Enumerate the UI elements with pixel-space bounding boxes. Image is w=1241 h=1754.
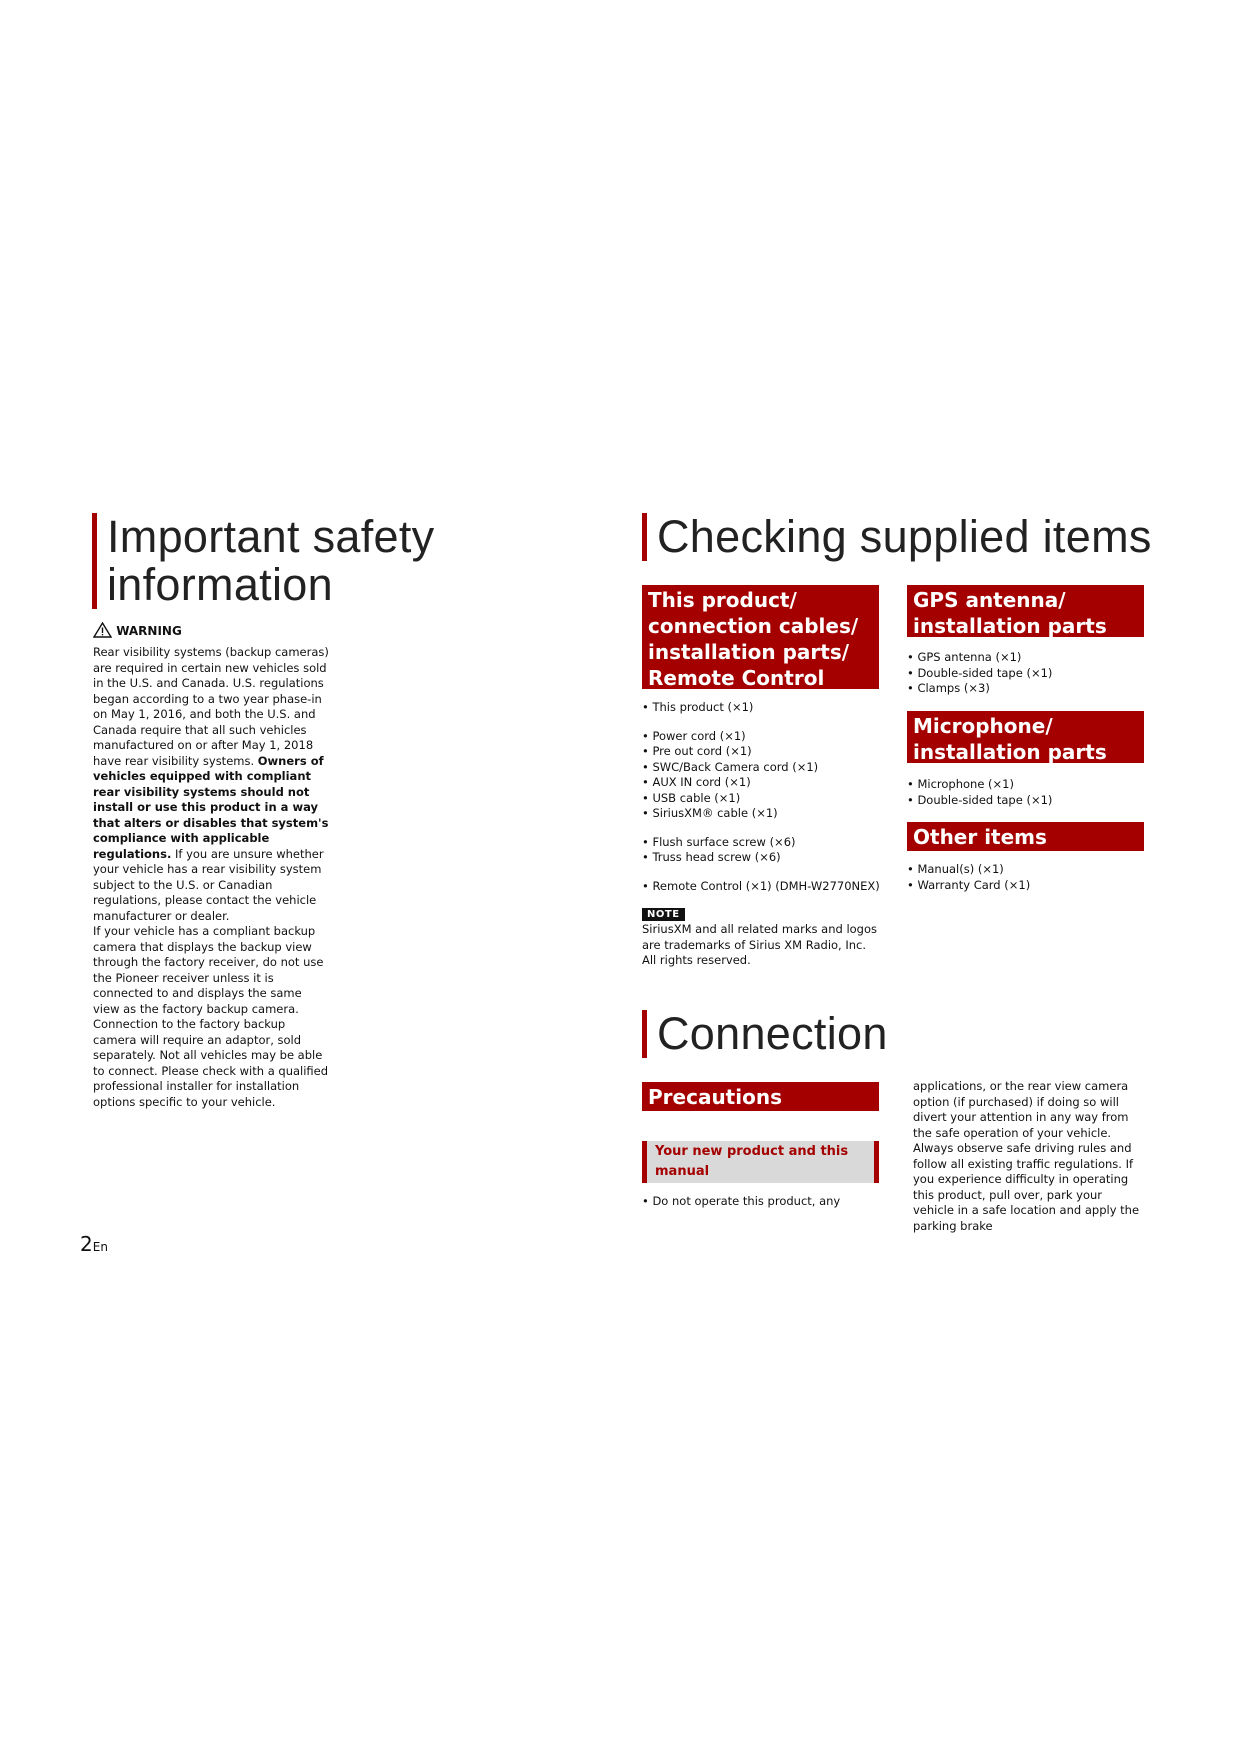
product-group-4 <box>642 879 882 895</box>
list-item: • Remote Control (×1) (DMH-W2770NEX) <box>642 879 882 895</box>
subheader-line1: Your new product and this <box>655 1144 849 1159</box>
note-badge: NOTE <box>642 908 685 921</box>
page-number-value: 2 <box>80 1232 93 1256</box>
list-item: • Truss head screw (×6) <box>642 850 882 866</box>
warning-heading <box>93 622 333 639</box>
mic-items <box>907 777 1147 808</box>
product-group-2 <box>642 729 882 822</box>
product-header-line2: connection cables/ <box>648 614 859 638</box>
safety-title <box>92 513 467 609</box>
product-section-header <box>642 585 879 689</box>
warning-label: WARNING <box>116 624 182 638</box>
list-item: • SiriusXM® cable (×1) <box>642 806 882 822</box>
list-item: • Pre out cord (×1) <box>642 744 882 760</box>
warning-triangle-icon <box>93 622 112 638</box>
safety-paragraph-2: If your vehicle has a compliant backup camera that displays the backup view through the factory receiver, do not use the Pioneer receiver unless it is connected to and displays the same view as the factory backup camera. Connection to the factory backup camera will require an adaptor, sold separately. Not all vehicles may be able to connect. Please check with a qualified professional installer for installation options specific to your vehicle. <box>93 924 329 1109</box>
other-items <box>907 862 1147 893</box>
precautions-header: Precautions <box>642 1082 879 1111</box>
list-item: • Warranty Card (×1) <box>907 878 1147 894</box>
product-manual-subheader <box>642 1141 879 1183</box>
list-item: • GPS antenna (×1) <box>907 650 1147 666</box>
product-group-3 <box>642 835 882 866</box>
safety-para1-intro: Rear visibility systems (backup cameras) are required in certain new vehicles sold in the U.S. and Canada. U.S. regulations began according to a two year phase-in on May 1, 2016, and both the U.S. and Canada require that all such vehicles manufactured on or after May 1, 2018 have rear visibility systems. <box>93 645 329 768</box>
safety-paragraph-1 <box>93 645 331 924</box>
list-item: • Power cord (×1) <box>642 729 882 745</box>
product-header-line3: installation parts/ <box>648 640 850 664</box>
precaution-list <box>642 1194 882 1210</box>
precaution-continued: applications, or the rear view camera option (if purchased) if doing so will divert your attention in any way from the safe operation of your vehicle. Always observe safe driving rules and follow all existing traffic regulations. If you experience difficulty in operating this product, pull over, park your vehicle in a safe location and apply the parking brake <box>913 1079 1140 1233</box>
mic-header-line1: Microphone/ <box>913 714 1053 738</box>
page-lang: En <box>92 1240 108 1254</box>
supplied-title: Checking supplied items <box>642 513 1177 561</box>
safety-para1-bold: Owners of vehicles equipped with compliant rear visibility systems should not install or use this product in a way that alters or disables that system's compliance with applicable regulations. <box>93 753 329 861</box>
mic-header-line2: installation parts <box>913 740 1107 764</box>
page-number <box>80 1232 108 1259</box>
mic-section-header <box>907 711 1144 763</box>
gps-items <box>907 650 1147 697</box>
list-item: • Double-sided tape (×1) <box>907 666 1147 682</box>
list-item: • SWC/Back Camera cord (×1) <box>642 760 882 776</box>
product-items <box>642 700 882 969</box>
safety-para1-outro: If you are unsure whether your vehicle has a rear visibility system subject to the U.S. or Canadian regulations, please contact the vehicle manufacturer or dealer. <box>93 846 324 923</box>
product-header-line4: Remote Control <box>648 666 825 690</box>
safety-title-line2: information <box>107 559 333 610</box>
list-item: • Clamps (×3) <box>907 681 1147 697</box>
list-item: • USB cable (×1) <box>642 791 882 807</box>
note-text: SiriusXM and all related marks and logos are trademarks of Sirius XM Radio, Inc. All rights reserved. <box>642 922 878 967</box>
list-item: • Manual(s) (×1) <box>907 862 1147 878</box>
subheader-line2: manual <box>655 1164 710 1179</box>
note-block <box>642 902 882 969</box>
gps-header-line2: installation parts <box>913 614 1107 638</box>
list-item: • AUX IN cord (×1) <box>642 775 882 791</box>
list-item: • Double-sided tape (×1) <box>907 793 1147 809</box>
list-item: • Microphone (×1) <box>907 777 1147 793</box>
gps-header-line1: GPS antenna/ <box>913 588 1066 612</box>
safety-title-line1: Important safety <box>107 511 435 562</box>
other-section-header: Other items <box>907 822 1144 851</box>
gps-section-header <box>907 585 1144 637</box>
connection-title: Connection <box>642 1010 957 1058</box>
product-group-1 <box>642 700 882 716</box>
list-item: • This product (×1) <box>642 700 882 716</box>
list-item: • Flush surface screw (×6) <box>642 835 882 851</box>
product-header-line1: This product/ <box>648 588 797 612</box>
list-item: • Do not operate this product, any <box>642 1194 882 1210</box>
